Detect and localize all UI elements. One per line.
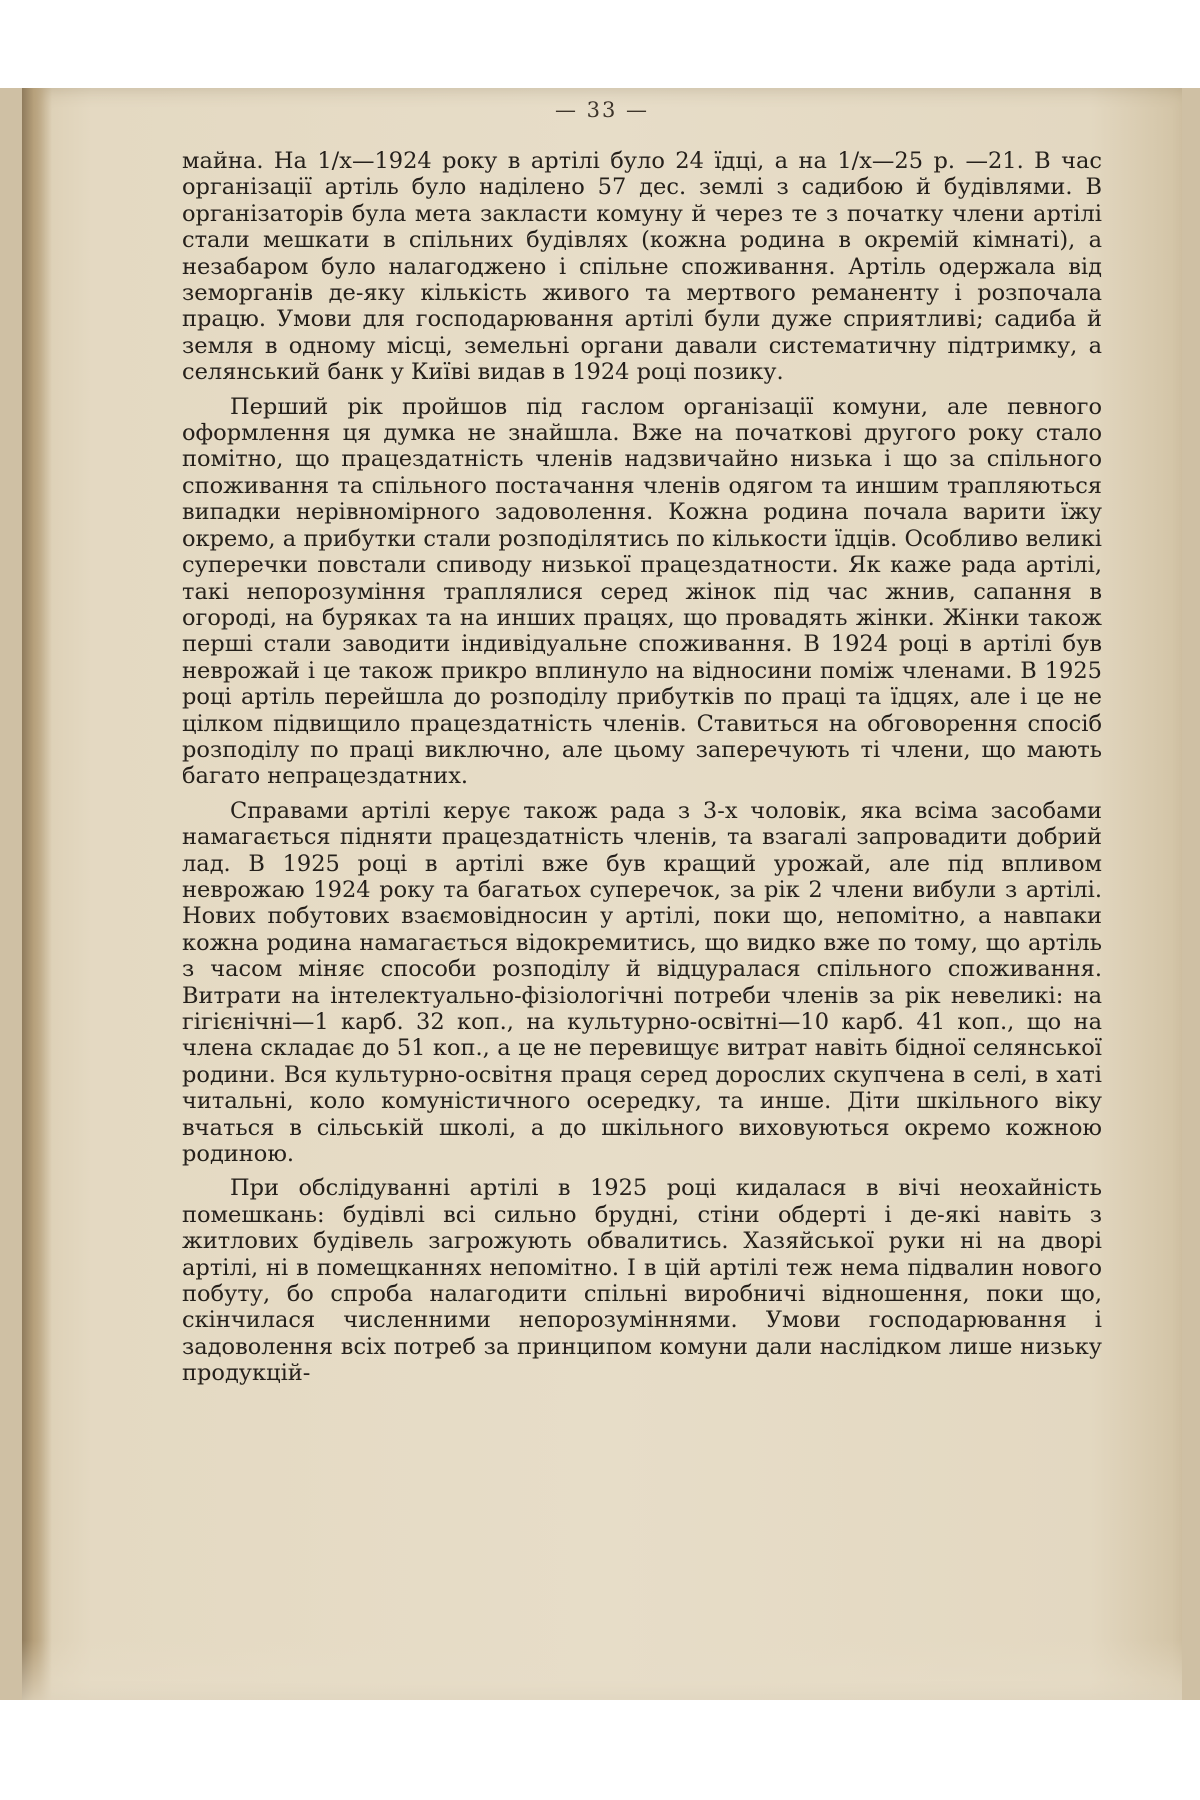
paragraph: Перший рік пройшов під гаслом організації комуни, але певного оформлення ця думка не знайшла. Вже на початкові другого року стало помітно, що працездатність членів надзвичайно низька і що за спільного споживання та спільного постачання членів одягом та иншим трапляються випадки нерівномірного задоволення. Кожна родина почала варити їжу окремо, а прибутки стали розподілятись по кількости їдців. Особливо великі суперечки повстали спиводу низької працездатности. Як каже рада артілі, такі непорозуміння траплялися серед жінок під час жнив, сапання в огороді, на буряках та на инших працях, що провадять жінки. Жінки також перші стали заводити індивідуальне споживання. В 1924 році в артілі був неврожай і це також прикро вплинуло на відносини поміж членами. В 1925 році артіль перейшла до розподілу прибутків по праці та їдцях, але і це не цілком підвищило працездатність членів. Ставиться на обговорення спосіб розподілу по праці виключно, але цьому заперечують ті члени, що мають багато непрацездатних.: [182, 393, 1102, 790]
paragraph: При обслідуванні артілі в 1925 році кидалася в вічі неохайність помешкань: будівлі всі сильно брудні, стіни обдерті і де-які навіть з житлових будівель загрожують обвалитись. Хазяйської руки ні на дворі артілі, ні в помещканнях непомітно. І в цій артілі теж нема підвалин нового побуту, бо спроба налагодити спільні виробничі відношення, поки що, скінчилася численними непорозуміннями. Умови господарювання і задоволення всіх потреб за принципом комуни дали наслідком лише низьку продукцій-: [182, 1175, 1102, 1387]
paragraph: майна. На 1/x—1924 року в артілі було 24 їдці, а на 1/x—25 р. —21. В час організації артіль було наділено 57 дес. землі з садибою й будівлями. В організаторів була мета закласти комуну й через те з початку члени артілі стали мешкати в спільних будівлях (кожна родина в окремій кімнаті), а незабаром було налагоджено і спільне споживання. Артіль одержала від земорганів де-яку кількість живого та мертвого реманенту і розпочала працю. Умови для господарювання артілі були дуже сприятливі; садиба й земля в одному місці, земельні органи давали систематичну підтримку, а селянський банк у Київі видав в 1924 році позику.: [182, 148, 1102, 386]
paragraph: Справами артілі керує також рада з 3-х чоловік, яка всіма засобами намагається підняти працездатність членів, та взагалі запровадити добрий лад. В 1925 році в артілі вже був кращий урожай, але під впливом неврожаю 1924 року та багатьох суперечок, за рік 2 члени вибули з артілі. Нових побутових взаємовідносин у артілі, поки що, непомітно, а навпаки кожна родина намагається відокремитись, що видко вже по тому, що артіль з часом міняє способи розподілу й відцуралася спільного споживання. Витрати на інтелектуально-фізіологічні потреби членів за рік невеликі: на гігієнічні—1 карб. 32 коп., на культурно-освітні—10 карб. 41 коп., що на члена складає до 51 коп., а це не перевищує витрат навіть бідної селянської родини. Вся культурно-освітня праця серед дорослих скупчена в селі, в хаті читальні, коло комуністичного осередку, та инше. Діти шкільного віку вчаться в сільській школі, а до шкільного виховуються окремо кожною родиною.: [182, 797, 1102, 1168]
page-number: — 33 —: [554, 98, 650, 122]
page-text: [182, 148, 1102, 1387]
page-photo: [0, 88, 1200, 1700]
page-fade: [22, 1640, 1182, 1700]
book-page: [22, 88, 1182, 1700]
binding-shadow: [22, 88, 52, 1700]
